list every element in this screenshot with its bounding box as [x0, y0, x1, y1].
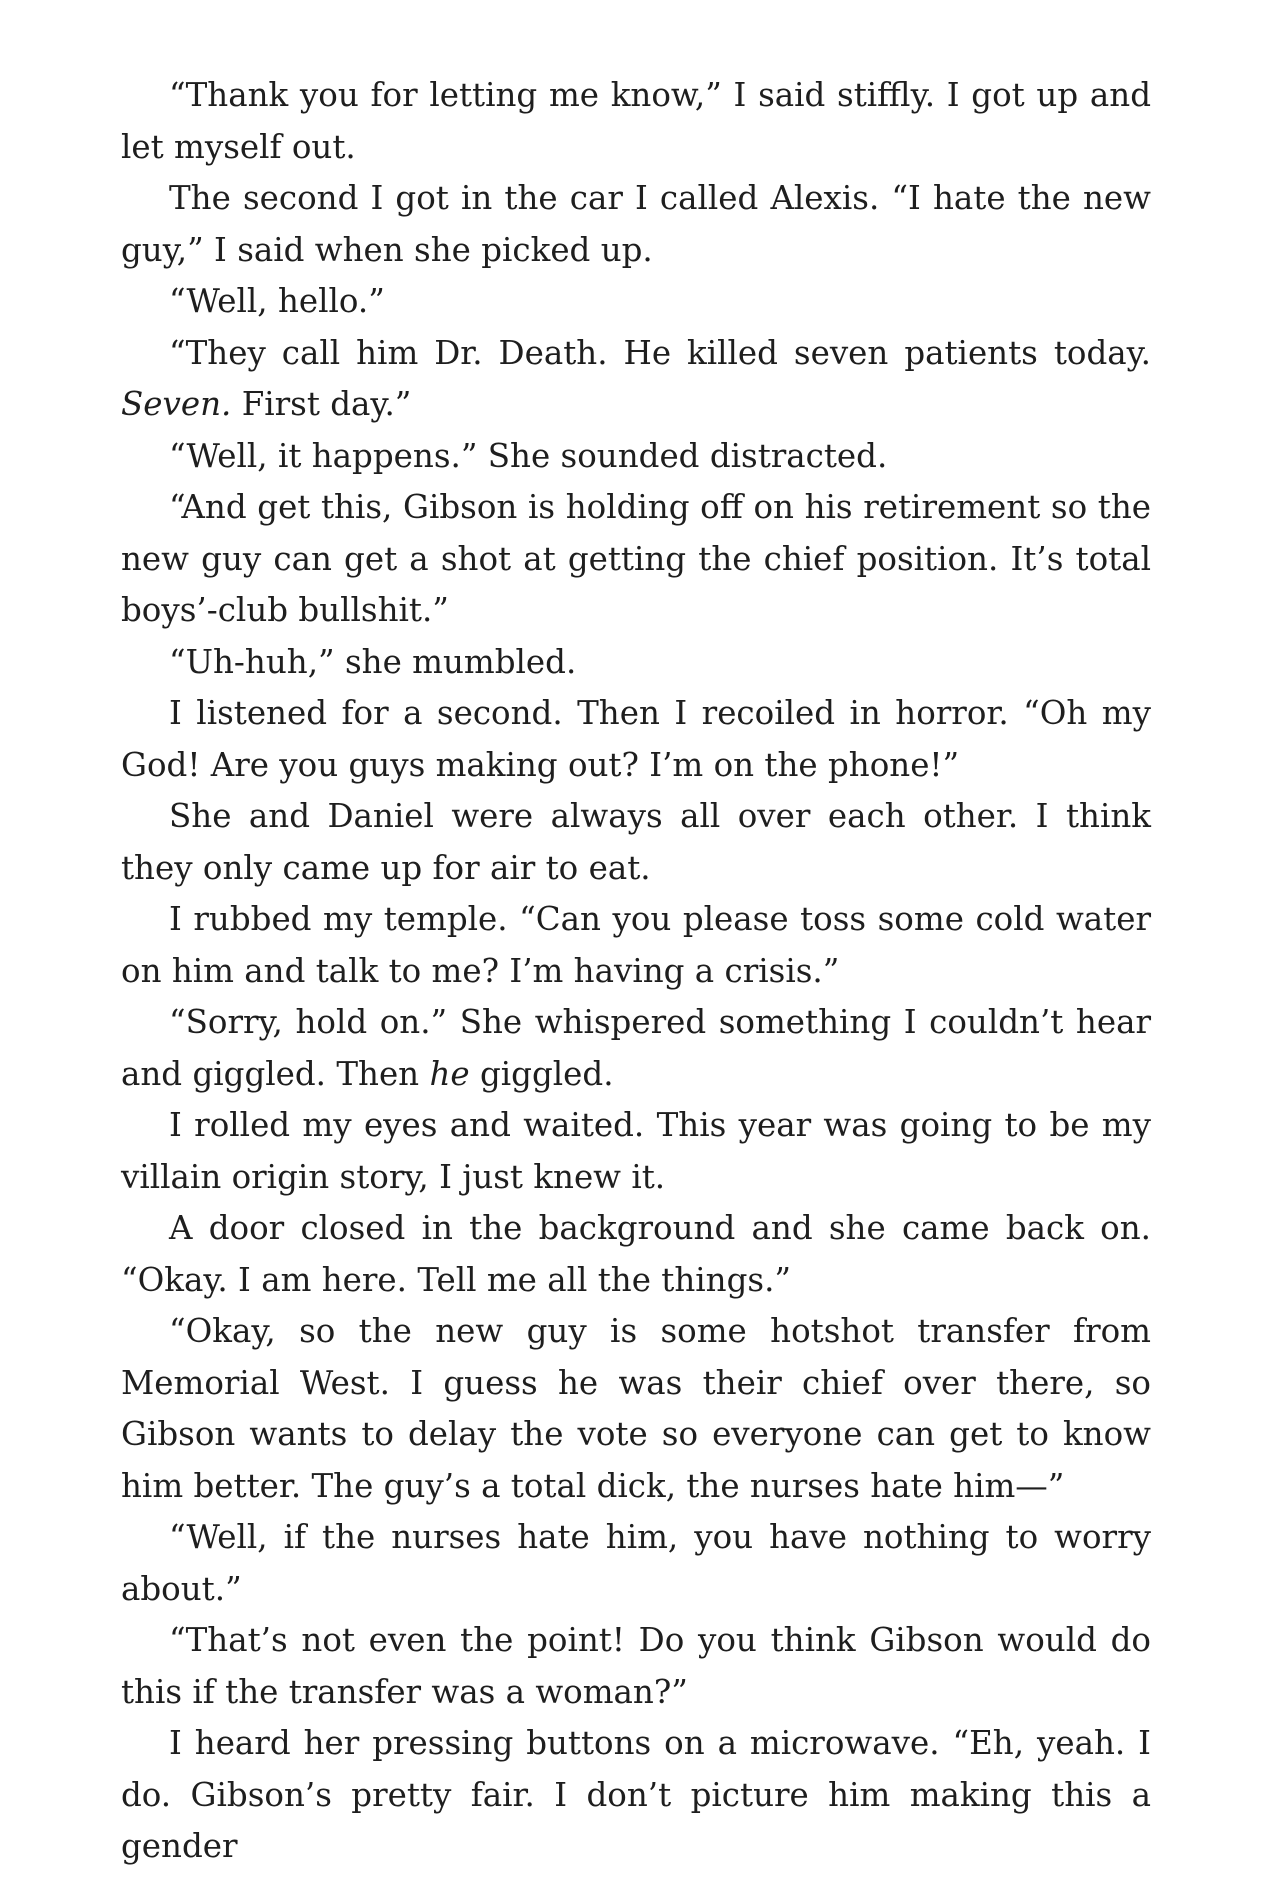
emphasis-he: he [429, 1054, 470, 1093]
paragraph-5: “Well, it happens.” She sounded distracted. [169, 436, 888, 475]
paragraph-16: “That’s not even the point! Do you think Gibson would do this if the transfer was a woman?” [121, 1621, 1151, 1711]
paragraph-9: She and Daniel were always all over each other. I think they only came up for air to eat. [121, 797, 1151, 887]
paragraph-10: I rubbed my temple. “Can you please toss some cold water on him and talk to me? I’m having a crisis.” [121, 900, 1151, 990]
emphasis-seven: Seven. [121, 385, 232, 423]
paragraph-2: The second I got in the car I called Alexis. “I hate the new guy,” I said when she picked up. [121, 179, 1151, 269]
paragraph-4: “They call him Dr. Death. He killed seven patients today. Seven. First day.” [121, 333, 1151, 423]
paragraph-11: “Sorry, hold on.” She whispered something I couldn’t hear and giggled. Then he giggled. [121, 1003, 1151, 1093]
paragraph-13: A door closed in the background and she came back on. “Okay. I am here. Tell me all the things.” [121, 1209, 1151, 1299]
paragraph-15: “Well, if the nurses hate him, you have nothing to worry about.” [121, 1518, 1151, 1608]
paragraph-7: “Uh-huh,” she mumbled. [169, 642, 577, 681]
paragraph-17: I heard her pressing buttons on a microwave. “Eh, yeah. I do. Gibson’s pretty fair. I don’t picture him making this a gender [121, 1724, 1151, 1865]
paragraph-6: “And get this, Gibson is holding off on his retirement so the new guy can get a shot at getting the chief position. It’s total boys’-club bullshit.” [121, 488, 1151, 629]
paragraph-14: “Okay, so the new guy is some hotshot transfer from Memorial West. I guess he was their chief over there, so Gibson wants to delay the vote so everyone can get to know him better. The guy’s a total dick, the nurses hate him—” [121, 1312, 1151, 1505]
book-page [121, 70, 1151, 1873]
paragraph-12: I rolled my eyes and waited. This year was going to be my villain origin story, I just knew it. [121, 1106, 1151, 1196]
paragraph-8: I listened for a second. Then I recoiled in horror. “Oh my God! Are you guys making out? I’m on the phone!” [121, 694, 1151, 784]
paragraph-1: “Thank you for letting me know,” I said stiffly. I got up and let myself out. [121, 76, 1151, 166]
paragraph-3: “Well, hello.” [169, 282, 385, 320]
